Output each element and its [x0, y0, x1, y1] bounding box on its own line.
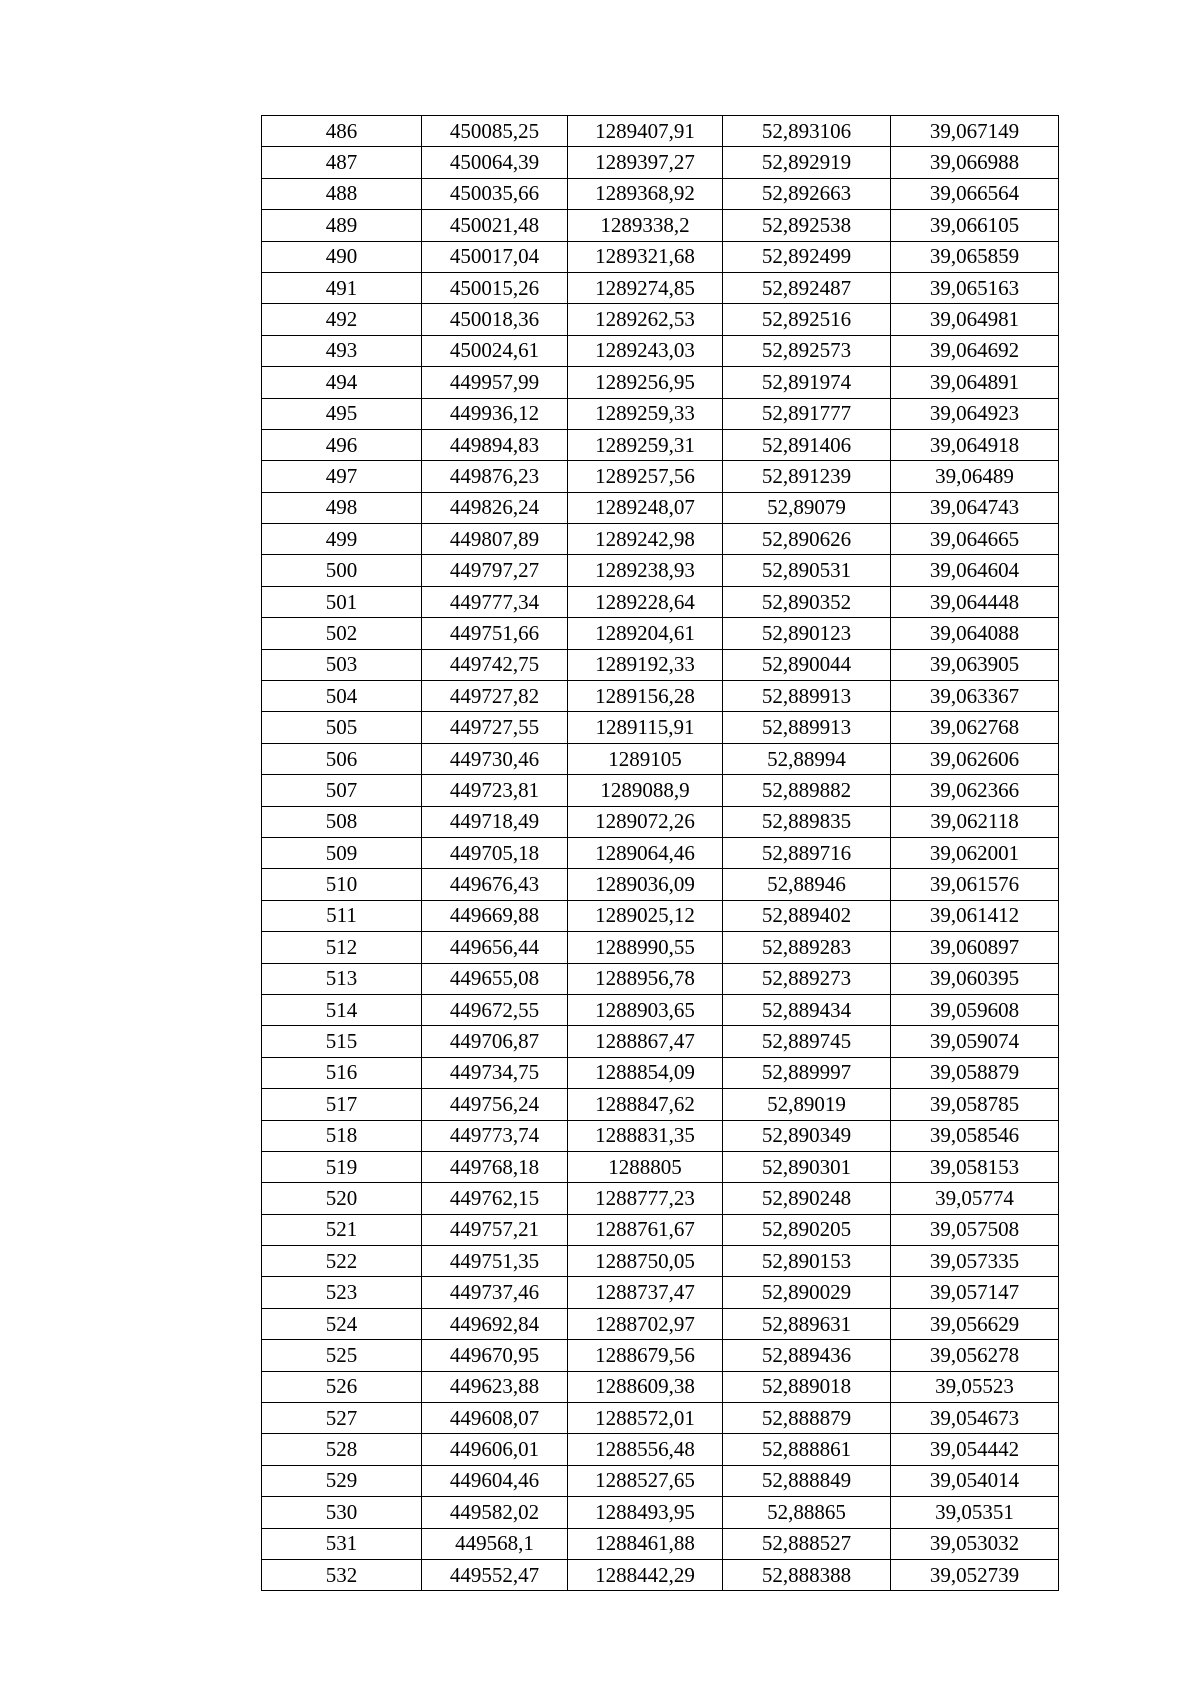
- point-number-cell: 530: [262, 1497, 422, 1528]
- point-number-cell: 489: [262, 210, 422, 241]
- x-coordinate-cell: 449676,43: [422, 869, 568, 900]
- latitude-cell: 52,890301: [723, 1151, 891, 1182]
- point-number-cell: 522: [262, 1246, 422, 1277]
- y-coordinate-cell: 1289105: [568, 743, 723, 774]
- x-coordinate-cell: 449768,18: [422, 1151, 568, 1182]
- y-coordinate-cell: 1288805: [568, 1151, 723, 1182]
- point-number-cell: 500: [262, 555, 422, 586]
- table-row: [262, 367, 1059, 398]
- point-number-cell: 498: [262, 492, 422, 523]
- latitude-cell: 52,888861: [723, 1434, 891, 1465]
- longitude-cell: 39,066988: [891, 147, 1059, 178]
- x-coordinate-cell: 449936,12: [422, 398, 568, 429]
- longitude-cell: 39,064918: [891, 429, 1059, 460]
- y-coordinate-cell: 1288609,38: [568, 1371, 723, 1402]
- latitude-cell: 52,889913: [723, 712, 891, 743]
- longitude-cell: 39,062366: [891, 775, 1059, 806]
- longitude-cell: 39,06489: [891, 461, 1059, 492]
- longitude-cell: 39,060897: [891, 932, 1059, 963]
- longitude-cell: 39,065859: [891, 241, 1059, 272]
- x-coordinate-cell: 449706,87: [422, 1026, 568, 1057]
- y-coordinate-cell: 1289262,53: [568, 304, 723, 335]
- latitude-cell: 52,88946: [723, 869, 891, 900]
- point-number-cell: 532: [262, 1559, 422, 1590]
- longitude-cell: 39,064692: [891, 335, 1059, 366]
- table-row: [262, 1151, 1059, 1182]
- y-coordinate-cell: 1288867,47: [568, 1026, 723, 1057]
- latitude-cell: 52,891406: [723, 429, 891, 460]
- x-coordinate-cell: 449957,99: [422, 367, 568, 398]
- x-coordinate-cell: 449669,88: [422, 900, 568, 931]
- longitude-cell: 39,062001: [891, 837, 1059, 868]
- y-coordinate-cell: 1288847,62: [568, 1089, 723, 1120]
- point-number-cell: 487: [262, 147, 422, 178]
- y-coordinate-cell: 1288442,29: [568, 1559, 723, 1590]
- table-row: [262, 1089, 1059, 1120]
- y-coordinate-cell: 1288854,09: [568, 1057, 723, 1088]
- table-row: [262, 586, 1059, 617]
- longitude-cell: 39,064981: [891, 304, 1059, 335]
- table-row: [262, 147, 1059, 178]
- longitude-cell: 39,063367: [891, 681, 1059, 712]
- longitude-cell: 39,058546: [891, 1120, 1059, 1151]
- table-row: [262, 116, 1059, 147]
- latitude-cell: 52,88994: [723, 743, 891, 774]
- latitude-cell: 52,890352: [723, 586, 891, 617]
- latitude-cell: 52,889273: [723, 963, 891, 994]
- point-number-cell: 528: [262, 1434, 422, 1465]
- latitude-cell: 52,889018: [723, 1371, 891, 1402]
- x-coordinate-cell: 449568,1: [422, 1528, 568, 1559]
- point-number-cell: 526: [262, 1371, 422, 1402]
- table-row: [262, 681, 1059, 712]
- longitude-cell: 39,053032: [891, 1528, 1059, 1559]
- y-coordinate-cell: 1289238,93: [568, 555, 723, 586]
- point-number-cell: 525: [262, 1340, 422, 1371]
- x-coordinate-cell: 449826,24: [422, 492, 568, 523]
- y-coordinate-cell: 1288679,56: [568, 1340, 723, 1371]
- longitude-cell: 39,064743: [891, 492, 1059, 523]
- point-number-cell: 521: [262, 1214, 422, 1245]
- x-coordinate-cell: 450017,04: [422, 241, 568, 272]
- y-coordinate-cell: 1288572,01: [568, 1403, 723, 1434]
- y-coordinate-cell: 1289256,95: [568, 367, 723, 398]
- y-coordinate-cell: 1289072,26: [568, 806, 723, 837]
- longitude-cell: 39,060395: [891, 963, 1059, 994]
- latitude-cell: 52,891239: [723, 461, 891, 492]
- y-coordinate-cell: 1289156,28: [568, 681, 723, 712]
- x-coordinate-cell: 449727,82: [422, 681, 568, 712]
- x-coordinate-cell: 449737,46: [422, 1277, 568, 1308]
- x-coordinate-cell: 449692,84: [422, 1308, 568, 1339]
- table-row: [262, 492, 1059, 523]
- x-coordinate-cell: 449777,34: [422, 586, 568, 617]
- point-number-cell: 527: [262, 1403, 422, 1434]
- latitude-cell: 52,89019: [723, 1089, 891, 1120]
- table-row: [262, 649, 1059, 680]
- table-row: [262, 618, 1059, 649]
- y-coordinate-cell: 1289368,92: [568, 178, 723, 209]
- x-coordinate-cell: 450024,61: [422, 335, 568, 366]
- point-number-cell: 510: [262, 869, 422, 900]
- y-coordinate-cell: 1289025,12: [568, 900, 723, 931]
- table-row: [262, 1183, 1059, 1214]
- table-row: [262, 1371, 1059, 1402]
- table-row: [262, 1057, 1059, 1088]
- longitude-cell: 39,062118: [891, 806, 1059, 837]
- latitude-cell: 52,88865: [723, 1497, 891, 1528]
- point-number-cell: 509: [262, 837, 422, 868]
- longitude-cell: 39,056629: [891, 1308, 1059, 1339]
- x-coordinate-cell: 450021,48: [422, 210, 568, 241]
- table-row: [262, 1214, 1059, 1245]
- table-row: [262, 1465, 1059, 1496]
- table-row: [262, 1246, 1059, 1277]
- y-coordinate-cell: 1288461,88: [568, 1528, 723, 1559]
- latitude-cell: 52,890205: [723, 1214, 891, 1245]
- table-row: [262, 241, 1059, 272]
- point-number-cell: 496: [262, 429, 422, 460]
- point-number-cell: 531: [262, 1528, 422, 1559]
- longitude-cell: 39,057147: [891, 1277, 1059, 1308]
- point-number-cell: 502: [262, 618, 422, 649]
- latitude-cell: 52,892663: [723, 178, 891, 209]
- x-coordinate-cell: 450064,39: [422, 147, 568, 178]
- table-row: [262, 461, 1059, 492]
- latitude-cell: 52,891974: [723, 367, 891, 398]
- x-coordinate-cell: 449608,07: [422, 1403, 568, 1434]
- longitude-cell: 39,054442: [891, 1434, 1059, 1465]
- longitude-cell: 39,062768: [891, 712, 1059, 743]
- latitude-cell: 52,889882: [723, 775, 891, 806]
- point-number-cell: 501: [262, 586, 422, 617]
- x-coordinate-cell: 449876,23: [422, 461, 568, 492]
- point-number-cell: 486: [262, 116, 422, 147]
- table-row: [262, 335, 1059, 366]
- latitude-cell: 52,890123: [723, 618, 891, 649]
- longitude-cell: 39,063905: [891, 649, 1059, 680]
- y-coordinate-cell: 1288556,48: [568, 1434, 723, 1465]
- table-row: [262, 1497, 1059, 1528]
- latitude-cell: 52,892487: [723, 272, 891, 303]
- x-coordinate-cell: 450015,26: [422, 272, 568, 303]
- point-number-cell: 517: [262, 1089, 422, 1120]
- longitude-cell: 39,061412: [891, 900, 1059, 931]
- latitude-cell: 52,889436: [723, 1340, 891, 1371]
- table-row: [262, 304, 1059, 335]
- longitude-cell: 39,064088: [891, 618, 1059, 649]
- y-coordinate-cell: 1289248,07: [568, 492, 723, 523]
- x-coordinate-cell: 449797,27: [422, 555, 568, 586]
- table-row: [262, 178, 1059, 209]
- table-row: [262, 712, 1059, 743]
- latitude-cell: 52,890349: [723, 1120, 891, 1151]
- point-number-cell: 520: [262, 1183, 422, 1214]
- longitude-cell: 39,064923: [891, 398, 1059, 429]
- longitude-cell: 39,061576: [891, 869, 1059, 900]
- point-number-cell: 495: [262, 398, 422, 429]
- point-number-cell: 499: [262, 524, 422, 555]
- x-coordinate-cell: 449718,49: [422, 806, 568, 837]
- y-coordinate-cell: 1289204,61: [568, 618, 723, 649]
- x-coordinate-cell: 449705,18: [422, 837, 568, 868]
- point-number-cell: 524: [262, 1308, 422, 1339]
- y-coordinate-cell: 1288750,05: [568, 1246, 723, 1277]
- table-row: [262, 524, 1059, 555]
- point-number-cell: 523: [262, 1277, 422, 1308]
- point-number-cell: 497: [262, 461, 422, 492]
- x-coordinate-cell: 449730,46: [422, 743, 568, 774]
- y-coordinate-cell: 1289243,03: [568, 335, 723, 366]
- x-coordinate-cell: 450085,25: [422, 116, 568, 147]
- latitude-cell: 52,890153: [723, 1246, 891, 1277]
- y-coordinate-cell: 1289242,98: [568, 524, 723, 555]
- longitude-cell: 39,057335: [891, 1246, 1059, 1277]
- point-number-cell: 505: [262, 712, 422, 743]
- table-row: [262, 932, 1059, 963]
- y-coordinate-cell: 1289338,2: [568, 210, 723, 241]
- longitude-cell: 39,059608: [891, 994, 1059, 1025]
- latitude-cell: 52,889402: [723, 900, 891, 931]
- latitude-cell: 52,892499: [723, 241, 891, 272]
- x-coordinate-cell: 449727,55: [422, 712, 568, 743]
- latitude-cell: 52,889283: [723, 932, 891, 963]
- x-coordinate-cell: 449756,24: [422, 1089, 568, 1120]
- latitude-cell: 52,892516: [723, 304, 891, 335]
- longitude-cell: 39,05774: [891, 1183, 1059, 1214]
- y-coordinate-cell: 1288990,55: [568, 932, 723, 963]
- point-number-cell: 511: [262, 900, 422, 931]
- y-coordinate-cell: 1289192,33: [568, 649, 723, 680]
- point-number-cell: 491: [262, 272, 422, 303]
- table-row: [262, 837, 1059, 868]
- latitude-cell: 52,888388: [723, 1559, 891, 1590]
- table-row: [262, 272, 1059, 303]
- latitude-cell: 52,888527: [723, 1528, 891, 1559]
- table-row: [262, 1277, 1059, 1308]
- y-coordinate-cell: 1289259,33: [568, 398, 723, 429]
- latitude-cell: 52,892573: [723, 335, 891, 366]
- latitude-cell: 52,889835: [723, 806, 891, 837]
- latitude-cell: 52,890044: [723, 649, 891, 680]
- longitude-cell: 39,064448: [891, 586, 1059, 617]
- x-coordinate-cell: 449604,46: [422, 1465, 568, 1496]
- table-row: [262, 1528, 1059, 1559]
- table-row: [262, 743, 1059, 774]
- point-number-cell: 504: [262, 681, 422, 712]
- table-row: [262, 429, 1059, 460]
- latitude-cell: 52,89079: [723, 492, 891, 523]
- table-row: [262, 210, 1059, 241]
- point-number-cell: 514: [262, 994, 422, 1025]
- longitude-cell: 39,062606: [891, 743, 1059, 774]
- point-number-cell: 515: [262, 1026, 422, 1057]
- point-number-cell: 492: [262, 304, 422, 335]
- table-row: [262, 1308, 1059, 1339]
- y-coordinate-cell: 1288831,35: [568, 1120, 723, 1151]
- point-number-cell: 488: [262, 178, 422, 209]
- table-row: [262, 1403, 1059, 1434]
- latitude-cell: 52,888849: [723, 1465, 891, 1496]
- longitude-cell: 39,064665: [891, 524, 1059, 555]
- point-number-cell: 490: [262, 241, 422, 272]
- longitude-cell: 39,067149: [891, 116, 1059, 147]
- longitude-cell: 39,05351: [891, 1497, 1059, 1528]
- latitude-cell: 52,892919: [723, 147, 891, 178]
- longitude-cell: 39,052739: [891, 1559, 1059, 1590]
- point-number-cell: 508: [262, 806, 422, 837]
- table-row: [262, 1026, 1059, 1057]
- latitude-cell: 52,889631: [723, 1308, 891, 1339]
- y-coordinate-cell: 1289228,64: [568, 586, 723, 617]
- y-coordinate-cell: 1289397,27: [568, 147, 723, 178]
- x-coordinate-cell: 449623,88: [422, 1371, 568, 1402]
- coordinates-table: [261, 115, 1059, 1591]
- x-coordinate-cell: 449582,02: [422, 1497, 568, 1528]
- y-coordinate-cell: 1289321,68: [568, 241, 723, 272]
- point-number-cell: 494: [262, 367, 422, 398]
- latitude-cell: 52,890531: [723, 555, 891, 586]
- latitude-cell: 52,888879: [723, 1403, 891, 1434]
- y-coordinate-cell: 1289064,46: [568, 837, 723, 868]
- y-coordinate-cell: 1288761,67: [568, 1214, 723, 1245]
- table-row: [262, 806, 1059, 837]
- table-row: [262, 398, 1059, 429]
- point-number-cell: 519: [262, 1151, 422, 1182]
- point-number-cell: 513: [262, 963, 422, 994]
- x-coordinate-cell: 449762,15: [422, 1183, 568, 1214]
- x-coordinate-cell: 449807,89: [422, 524, 568, 555]
- x-coordinate-cell: 449751,66: [422, 618, 568, 649]
- table-row: [262, 1120, 1059, 1151]
- x-coordinate-cell: 450035,66: [422, 178, 568, 209]
- longitude-cell: 39,058785: [891, 1089, 1059, 1120]
- latitude-cell: 52,889913: [723, 681, 891, 712]
- x-coordinate-cell: 449723,81: [422, 775, 568, 806]
- point-number-cell: 507: [262, 775, 422, 806]
- x-coordinate-cell: 449670,95: [422, 1340, 568, 1371]
- longitude-cell: 39,066105: [891, 210, 1059, 241]
- table-row: [262, 1340, 1059, 1371]
- point-number-cell: 506: [262, 743, 422, 774]
- latitude-cell: 52,889997: [723, 1057, 891, 1088]
- latitude-cell: 52,893106: [723, 116, 891, 147]
- latitude-cell: 52,889716: [723, 837, 891, 868]
- point-number-cell: 503: [262, 649, 422, 680]
- x-coordinate-cell: 449751,35: [422, 1246, 568, 1277]
- y-coordinate-cell: 1288903,65: [568, 994, 723, 1025]
- y-coordinate-cell: 1289257,56: [568, 461, 723, 492]
- x-coordinate-cell: 449894,83: [422, 429, 568, 460]
- longitude-cell: 39,064604: [891, 555, 1059, 586]
- point-number-cell: 516: [262, 1057, 422, 1088]
- longitude-cell: 39,05523: [891, 1371, 1059, 1402]
- longitude-cell: 39,057508: [891, 1214, 1059, 1245]
- x-coordinate-cell: 449757,21: [422, 1214, 568, 1245]
- longitude-cell: 39,059074: [891, 1026, 1059, 1057]
- y-coordinate-cell: 1288702,97: [568, 1308, 723, 1339]
- point-number-cell: 493: [262, 335, 422, 366]
- latitude-cell: 52,889745: [723, 1026, 891, 1057]
- x-coordinate-cell: 449655,08: [422, 963, 568, 994]
- x-coordinate-cell: 449773,74: [422, 1120, 568, 1151]
- y-coordinate-cell: 1289036,09: [568, 869, 723, 900]
- point-number-cell: 529: [262, 1465, 422, 1496]
- x-coordinate-cell: 449552,47: [422, 1559, 568, 1590]
- y-coordinate-cell: 1289115,91: [568, 712, 723, 743]
- table-row: [262, 555, 1059, 586]
- y-coordinate-cell: 1288777,23: [568, 1183, 723, 1214]
- y-coordinate-cell: 1288493,95: [568, 1497, 723, 1528]
- latitude-cell: 52,890626: [723, 524, 891, 555]
- longitude-cell: 39,058879: [891, 1057, 1059, 1088]
- x-coordinate-cell: 449742,75: [422, 649, 568, 680]
- table-row: [262, 900, 1059, 931]
- y-coordinate-cell: 1289259,31: [568, 429, 723, 460]
- y-coordinate-cell: 1288956,78: [568, 963, 723, 994]
- longitude-cell: 39,058153: [891, 1151, 1059, 1182]
- point-number-cell: 518: [262, 1120, 422, 1151]
- point-number-cell: 512: [262, 932, 422, 963]
- longitude-cell: 39,056278: [891, 1340, 1059, 1371]
- latitude-cell: 52,890248: [723, 1183, 891, 1214]
- latitude-cell: 52,889434: [723, 994, 891, 1025]
- x-coordinate-cell: 449606,01: [422, 1434, 568, 1465]
- x-coordinate-cell: 449734,75: [422, 1057, 568, 1088]
- latitude-cell: 52,891777: [723, 398, 891, 429]
- x-coordinate-cell: 449672,55: [422, 994, 568, 1025]
- x-coordinate-cell: 449656,44: [422, 932, 568, 963]
- longitude-cell: 39,065163: [891, 272, 1059, 303]
- latitude-cell: 52,890029: [723, 1277, 891, 1308]
- y-coordinate-cell: 1288527,65: [568, 1465, 723, 1496]
- y-coordinate-cell: 1289407,91: [568, 116, 723, 147]
- table-row: [262, 775, 1059, 806]
- longitude-cell: 39,064891: [891, 367, 1059, 398]
- table-row: [262, 1434, 1059, 1465]
- longitude-cell: 39,054014: [891, 1465, 1059, 1496]
- coordinates-table-body: [262, 116, 1059, 1591]
- x-coordinate-cell: 450018,36: [422, 304, 568, 335]
- latitude-cell: 52,892538: [723, 210, 891, 241]
- y-coordinate-cell: 1289088,9: [568, 775, 723, 806]
- table-row: [262, 963, 1059, 994]
- table-row: [262, 1559, 1059, 1590]
- longitude-cell: 39,066564: [891, 178, 1059, 209]
- table-row: [262, 994, 1059, 1025]
- longitude-cell: 39,054673: [891, 1403, 1059, 1434]
- y-coordinate-cell: 1289274,85: [568, 272, 723, 303]
- table-row: [262, 869, 1059, 900]
- y-coordinate-cell: 1288737,47: [568, 1277, 723, 1308]
